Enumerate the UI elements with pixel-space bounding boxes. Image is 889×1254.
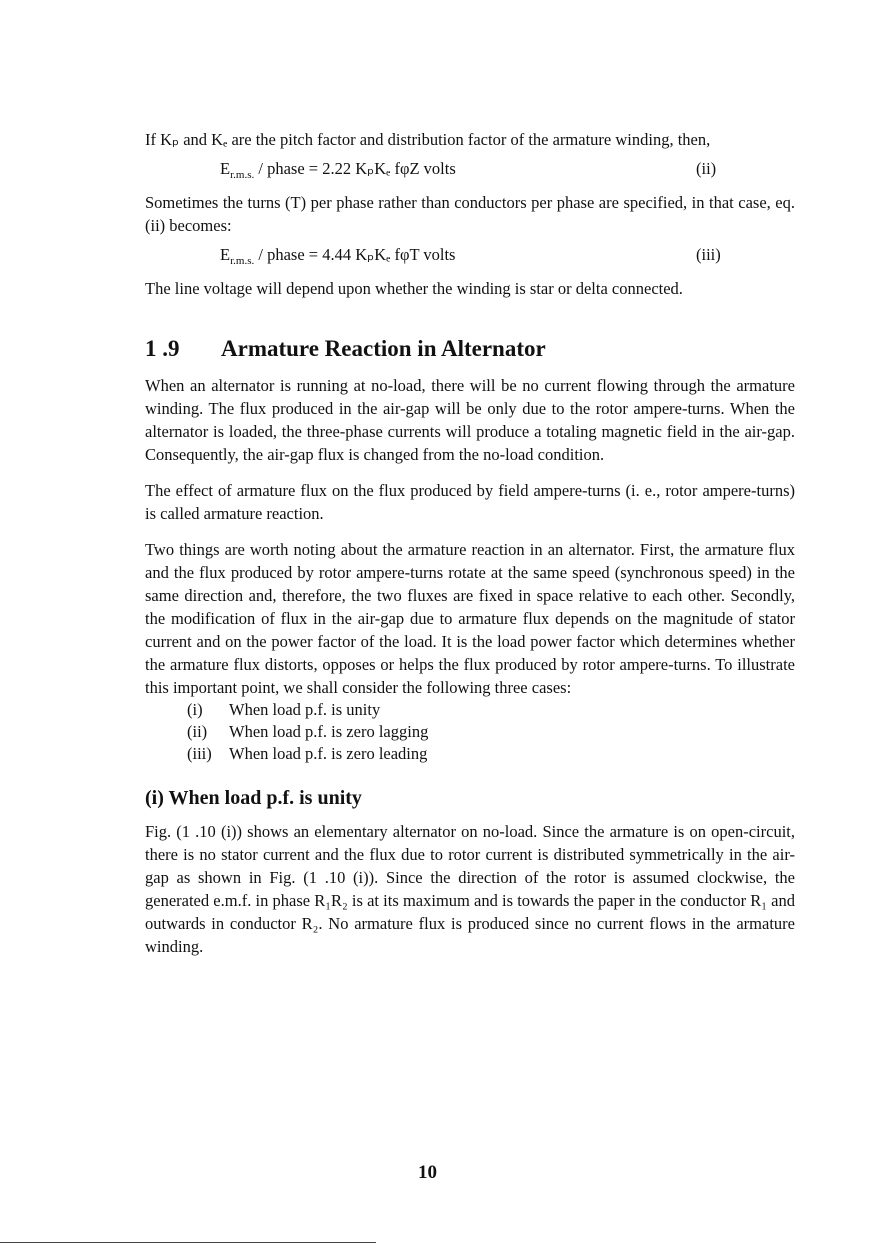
unity-pf-paragraph: Fig. (1 .10 (i)) shows an elementary alternator on no-load. Since the armature is on open-circuit, there is no stator current and the flux due to rotor current is distributed symmetrically in the air-gap as shown in Fig. (1 .10 (i)). Since the direction of the rotor is assumed clockwise, the generated e.m.f. in phase R₁R₂ is at its maximum and is towards the paper in the conductor R₁ and outwards in conductor R₂. No armature flux is produced since no current flows in the armature winding. bbox=[145, 822, 795, 956]
definition-paragraph: The effect of armature flux on the flux produced by field ampere-turns (i. e., rotor ampere-turns) is called armature reaction. bbox=[145, 481, 795, 523]
equation-iii-expression: $E_{r.m.s.}$ / phase = 4.44 KₚKₑ fφT volts bbox=[220, 245, 456, 267]
no-load-paragraph: When an alternator is running at no-load, there will be no current flowing through the armature winding. The flux produced in the air-gap will be only due to the rotor ampere-turns. When the alternator is loaded, the three-phase currents will produce a totaling magnetic field in the air-gap. Consequently, the air-gap flux is changed from the no-load condition. bbox=[145, 376, 795, 464]
two-things-paragraph: Two things are worth noting about the armature reaction in an alternator. First, the armature flux and the flux produced by rotor ampere-turns rotate at the same speed (synchronous speed) in the same direction and, therefore, the two fluxes are fixed in space relative to each other. Secondly, the modification of flux in the air-gap due to armature flux depends on the magnitude of stator current and on the power factor of the load. It is the load power factor which determines whether the armature flux distorts, opposes or helps the flux produced by rotor ampere-turns. To illustrate this important point, we shall consider the following three cases: bbox=[145, 540, 795, 697]
section-number: 1 .9 bbox=[145, 336, 180, 361]
section-heading bbox=[145, 336, 795, 362]
equation-ii-expression: $E_{r.m.s.}$ / phase = 2.22 KₚKₑ fφZ volts bbox=[220, 159, 456, 181]
equation-ii-number: (ii) bbox=[696, 159, 717, 178]
equation-iii bbox=[145, 243, 795, 273]
page-number: 10 bbox=[418, 1162, 437, 1183]
list-item: (i) When load p.f. is unity bbox=[187, 700, 381, 719]
subsection-heading: (i) When load p.f. is unity bbox=[145, 787, 362, 809]
page-content bbox=[145, 128, 795, 958]
turns-paragraph: Sometimes the turns (T) per phase rather than conductors per phase are specified, in that case, eq. (ii) becomes: bbox=[145, 193, 795, 235]
intro-paragraph: If Kₚ and Kₑ are the pitch factor and distribution factor of the armature winding, then, bbox=[145, 130, 711, 149]
footer-rule bbox=[0, 1242, 376, 1243]
list-item: (ii) When load p.f. is zero lagging bbox=[187, 722, 429, 741]
section-title: Armature Reaction in Alternator bbox=[221, 336, 546, 361]
line-voltage-paragraph: The line voltage will depend upon whether the winding is star or delta connected. bbox=[145, 279, 683, 298]
equation-ii bbox=[145, 157, 795, 187]
equation-iii-number: (iii) bbox=[696, 245, 721, 264]
list-item: (iii) When load p.f. is zero leading bbox=[187, 744, 428, 763]
cases-list bbox=[145, 699, 795, 765]
